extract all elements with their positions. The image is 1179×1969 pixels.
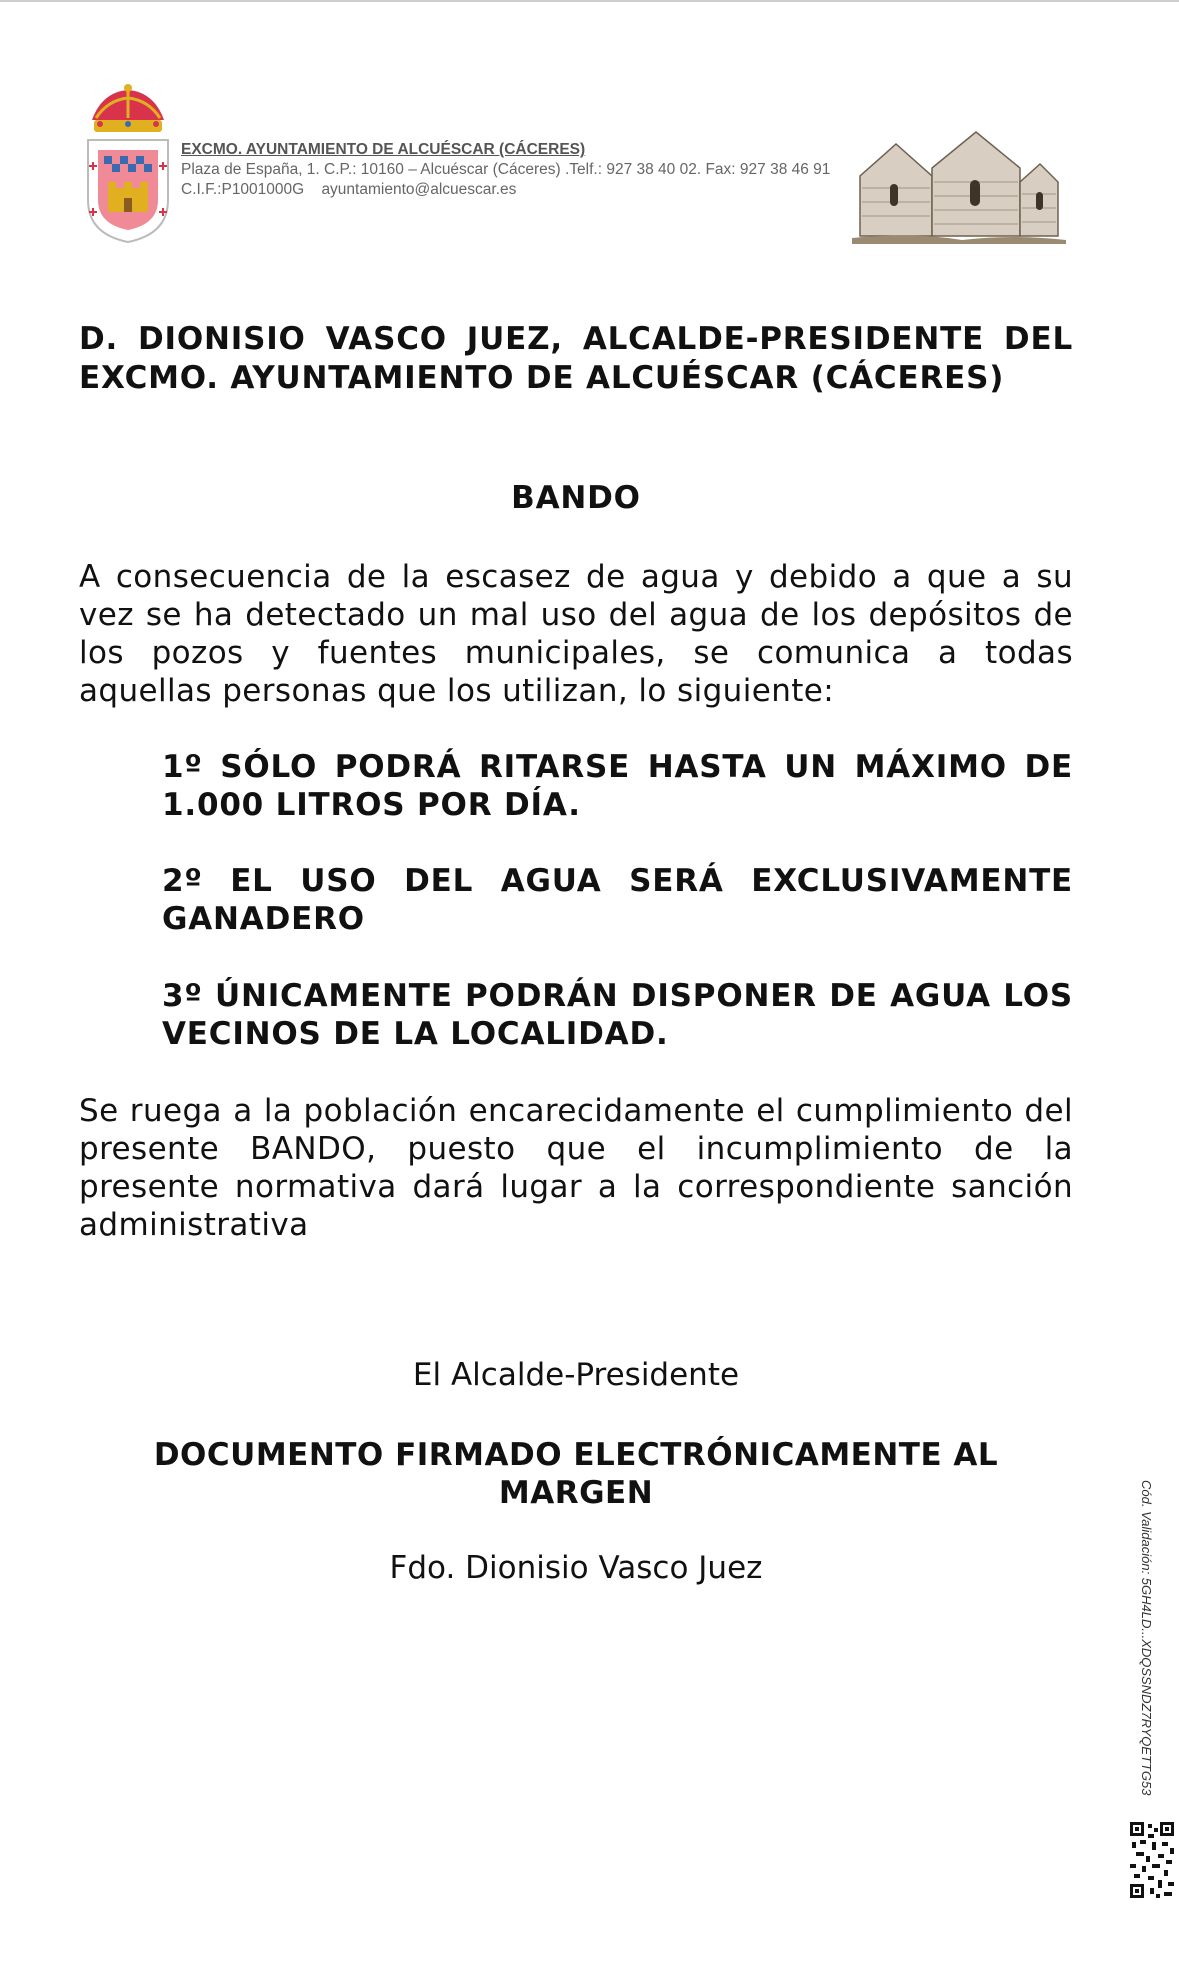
intro-paragraph: A consecuencia de la escasez de agua y debido a que a su vez se ha detectado un mal uso del agua de los depósitos de los pozos y fuentes municipales, se comunica a todas aquellas personas que los utilizan, lo siguiente: xyxy=(79,559,1073,709)
letterhead-address: Plaza de España, 1. C.P.: 10160 – Alcuéscar (Cáceres) .Telf.: 927 38 40 02. Fax: 927 38 46 91 xyxy=(181,161,831,178)
coat-of-arms-icon xyxy=(82,84,174,246)
top-border xyxy=(0,0,1179,2)
signature-name: Fdo. Dionisio Vasco Juez xyxy=(389,1550,763,1586)
closing-paragraph: Se ruega a la población encarecidamente el cumplimiento del presente BANDO, puesto que el incumplimiento de la presente normativa dará lugar a la correspondiente sanción administrativa xyxy=(79,1093,1073,1243)
qr-code-icon[interactable] xyxy=(1128,1820,1176,1900)
church-drawing-icon xyxy=(852,124,1066,244)
signature-note: DOCUMENTO FIRMADO ELECTRÓNICAMENTE AL MARGEN xyxy=(153,1437,999,1511)
letterhead-org: EXCMO. AYUNTAMIENTO DE ALCUÉSCAR (CÁCERES) xyxy=(181,141,586,158)
document-title: BANDO xyxy=(511,480,641,516)
signature-role: El Alcalde-Presidente xyxy=(412,1357,740,1393)
document-heading: D. DIONISIO VASCO JUEZ, ALCALDE-PRESIDENTE DEL EXCMO. AYUNTAMIENTO DE ALCUÉSCAR (CÁCERES) xyxy=(79,321,1073,396)
letterhead-cif-email: C.I.F.:P1001000G ayuntamiento@alcuescar.es xyxy=(181,181,517,198)
validation-code: Cód. Validación: 5GH4LD...XDQSSNDZ7RYQETTG53 xyxy=(1139,1480,1154,1796)
rule-item: 1º SÓLO PODRÁ RITARSE HASTA UN MÁXIMO DE 1.000 LITROS POR DÍA. xyxy=(162,749,1073,823)
rule-item: 3º ÚNICAMENTE PODRÁN DISPONER DE AGUA LOS VECINOS DE LA LOCALIDAD. xyxy=(162,978,1073,1052)
letterhead xyxy=(181,140,830,200)
rule-item: 2º EL USO DEL AGUA SERÁ EXCLUSIVAMENTE GANADERO xyxy=(162,863,1073,937)
